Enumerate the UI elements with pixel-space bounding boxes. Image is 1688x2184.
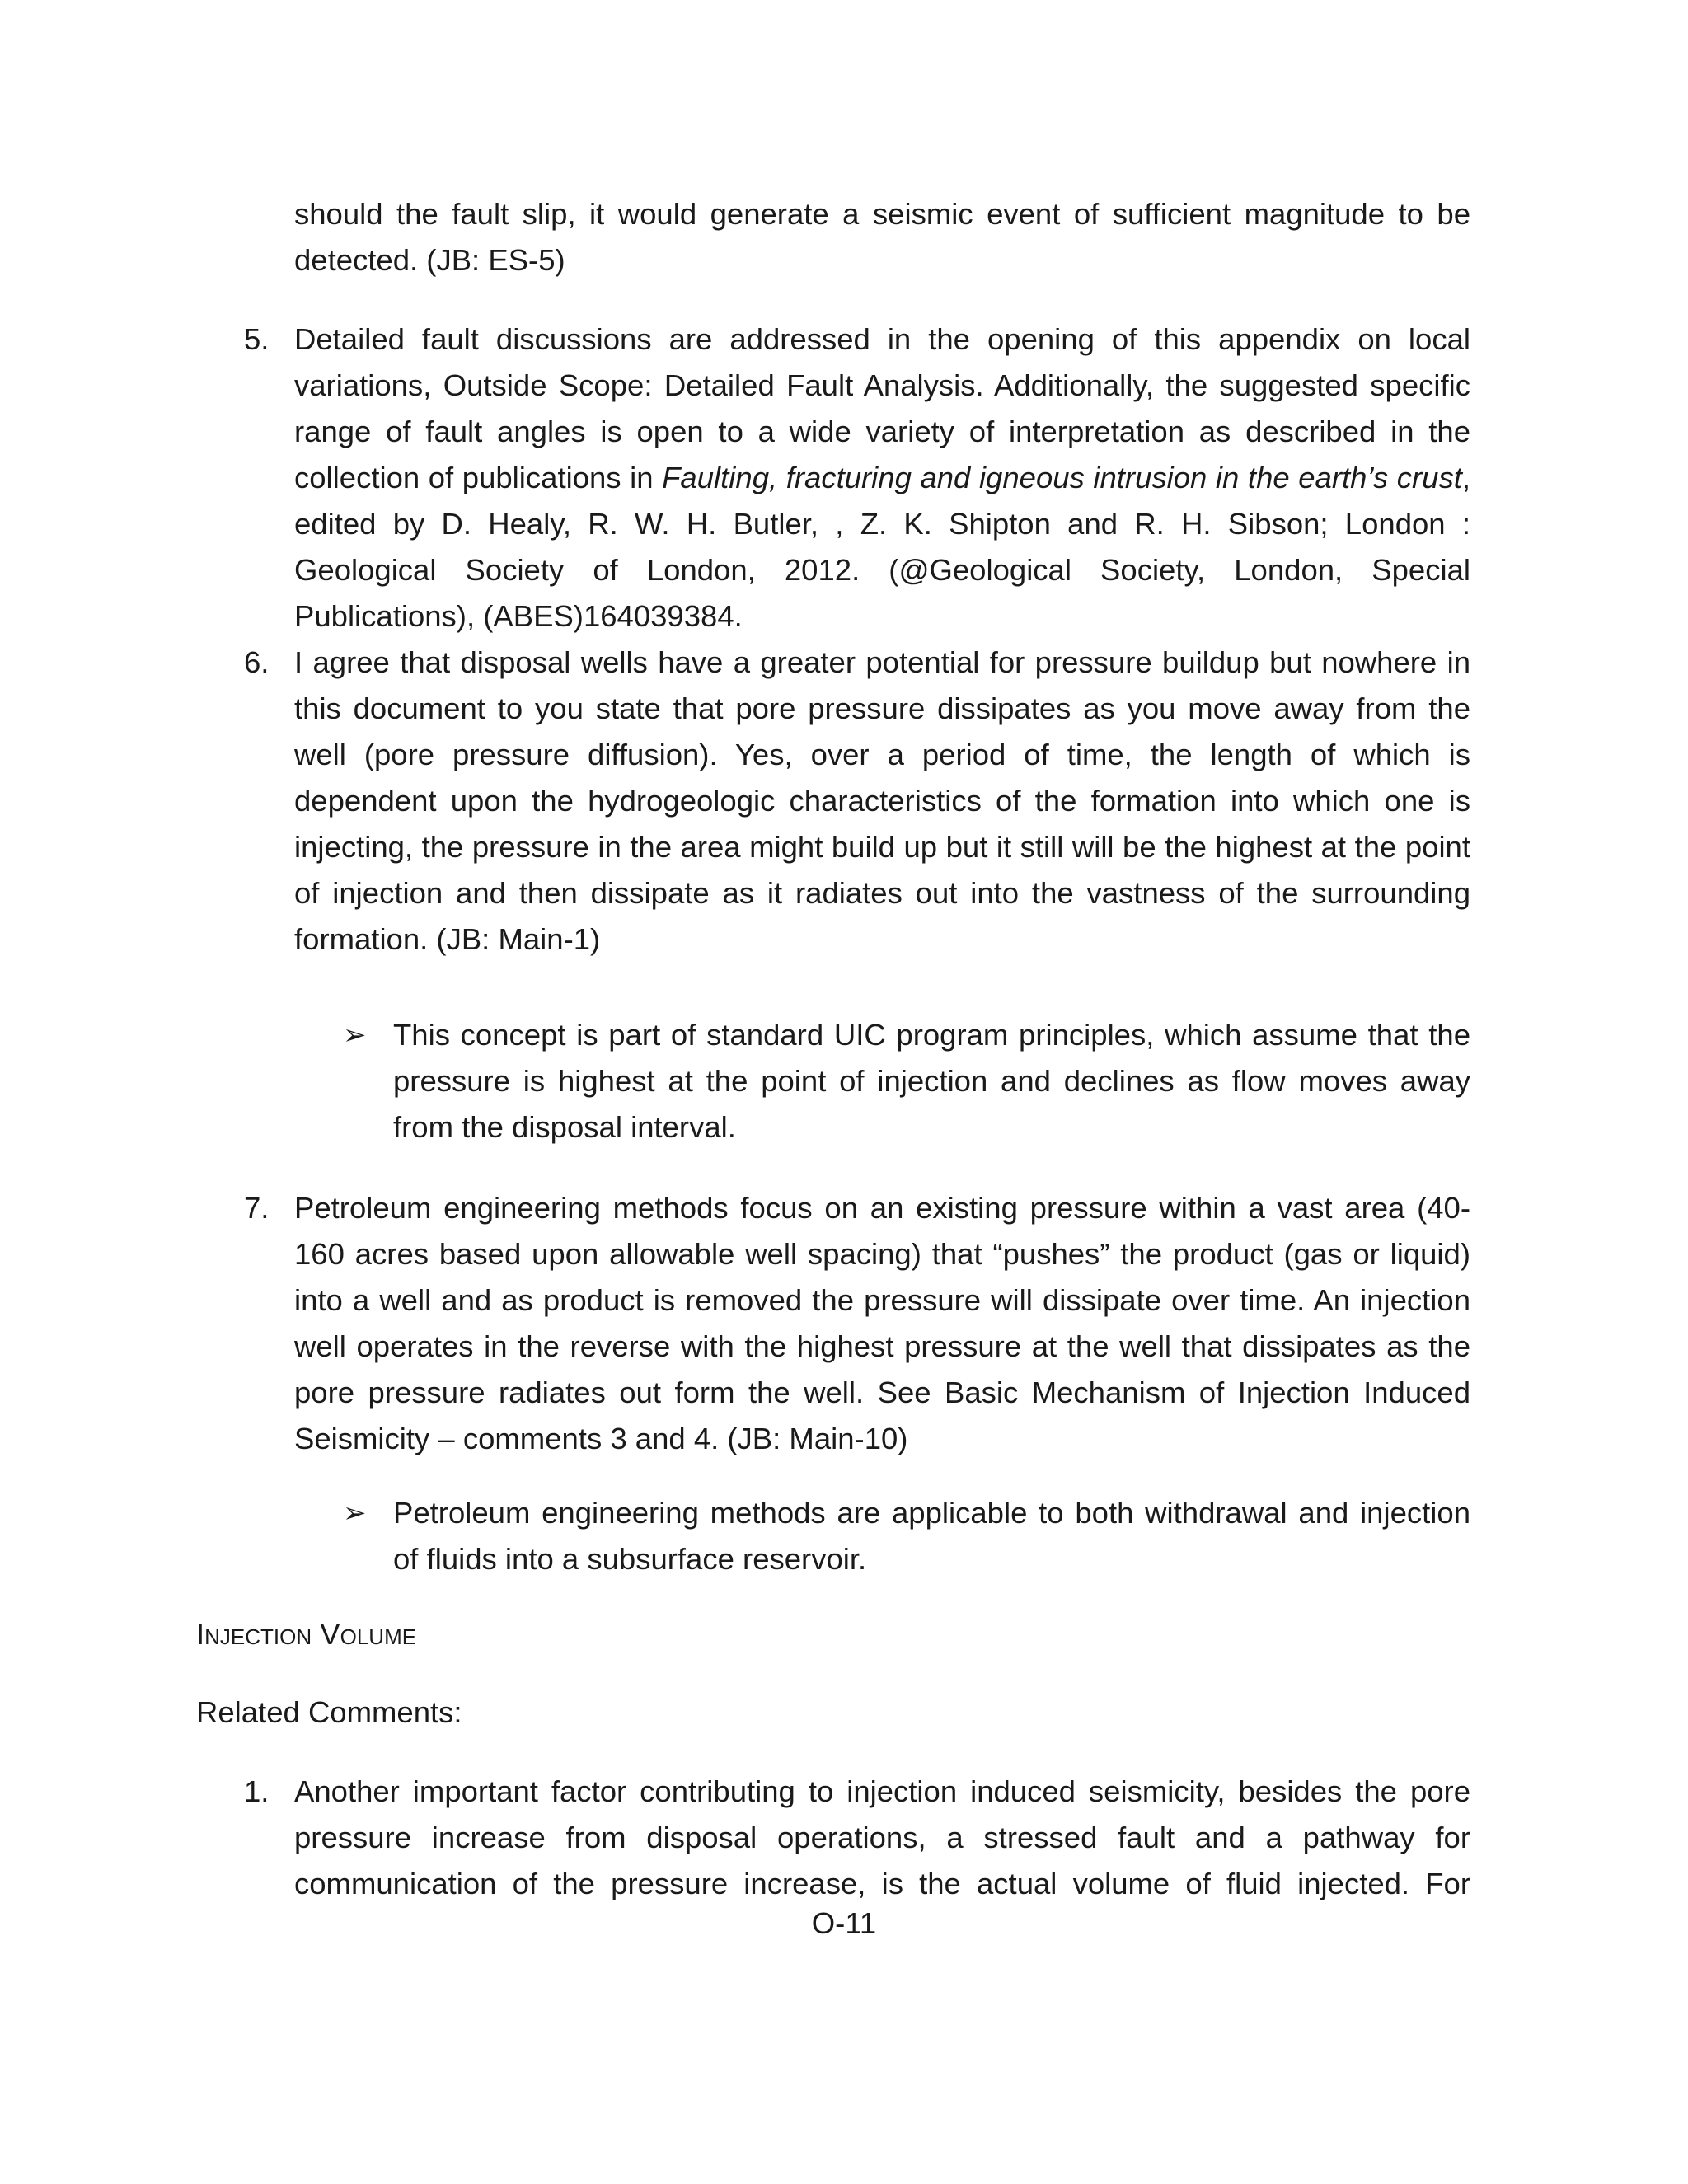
list-item-6: I agree that disposal wells have a greater potential for pressure buildup but nowhere in this document to you state that pore pressure dissipates as you move away from the well (pore pressure diffusion). Yes, over a period of time, the length of which is dependent upon the hydrogeologic characteristics of the formation into which one is injecting, the pressure in the area might build up but it still will be the highest at the point of injection and then dissipate as it radiates out into the vastness of the surrounding formation. (JB: Main-1) (294, 645, 1470, 956)
arrow-bullet-icon: ➢ (343, 1019, 367, 1051)
section-heading: Injection Volume (196, 1617, 417, 1651)
list-item-1: Another important factor contributing to injection induced seismicity, besides the pore pressure increase from disposal operations, a stressed fault and a pathway for communication of the pressure increase, is the actual volume of fluid injected. For (294, 1774, 1470, 1900)
list-number-6: 6. (244, 645, 270, 679)
arrow-bullet-icon: ➢ (343, 1497, 367, 1529)
list-item-5 (294, 316, 1470, 640)
list-number-5: 5. (244, 322, 270, 356)
response-6: This concept is part of standard UIC program principles, which assume that the pressure is highest at the point of injection and declines as flow moves away from the disposal interval. (393, 1018, 1470, 1144)
continuation-paragraph: should the fault slip, it would generate a seismic event of sufficient magnitude to be detected. (JB: ES-5) (294, 197, 1470, 277)
list-number-7: 7. (244, 1191, 270, 1225)
response-7: Petroleum engineering methods are applicable to both withdrawal and injection of fluids into a subsurface reservoir. (393, 1496, 1470, 1576)
book-title: Faulting, fracturing and igneous intrusion in the earth’s crust (662, 461, 1462, 494)
list-number-1: 1. (244, 1774, 270, 1808)
list-item-7: Petroleum engineering methods focus on an existing pressure within a vast area (40-160 acres based upon allowable well spacing) that “pushes” the product (gas or liquid) into a well and as product is removed the pressure will dissipate over time. An injection well operates in the reverse with the highest pressure at the well that dissipates as the pore pressure radiates out form the well. See Basic Mechanism of Injection Induced Seismicity – comments 3 and 4. (JB: Main-10) (294, 1191, 1470, 1455)
item-5-text-before: Detailed fault discussions are addressed in the opening of this appendix on local variations, Outside Scope: Detailed Fault Analysis. Additionally, the suggested specific range of fault angles is open to a wide variety of interpretation as described in the collection of publications in (294, 322, 1470, 494)
page-number: O-11 (811, 1906, 877, 1940)
item-5-text-after: , edited by D. Healy, R. W. H. Butler, , Z. K. Shipton and R. H. Sibson; London : Geological Society of London, 2012. (@Geological Society, London, Special Publications), (ABES)164039384. (294, 461, 1470, 633)
related-comments-label: Related Comments: (196, 1695, 462, 1729)
